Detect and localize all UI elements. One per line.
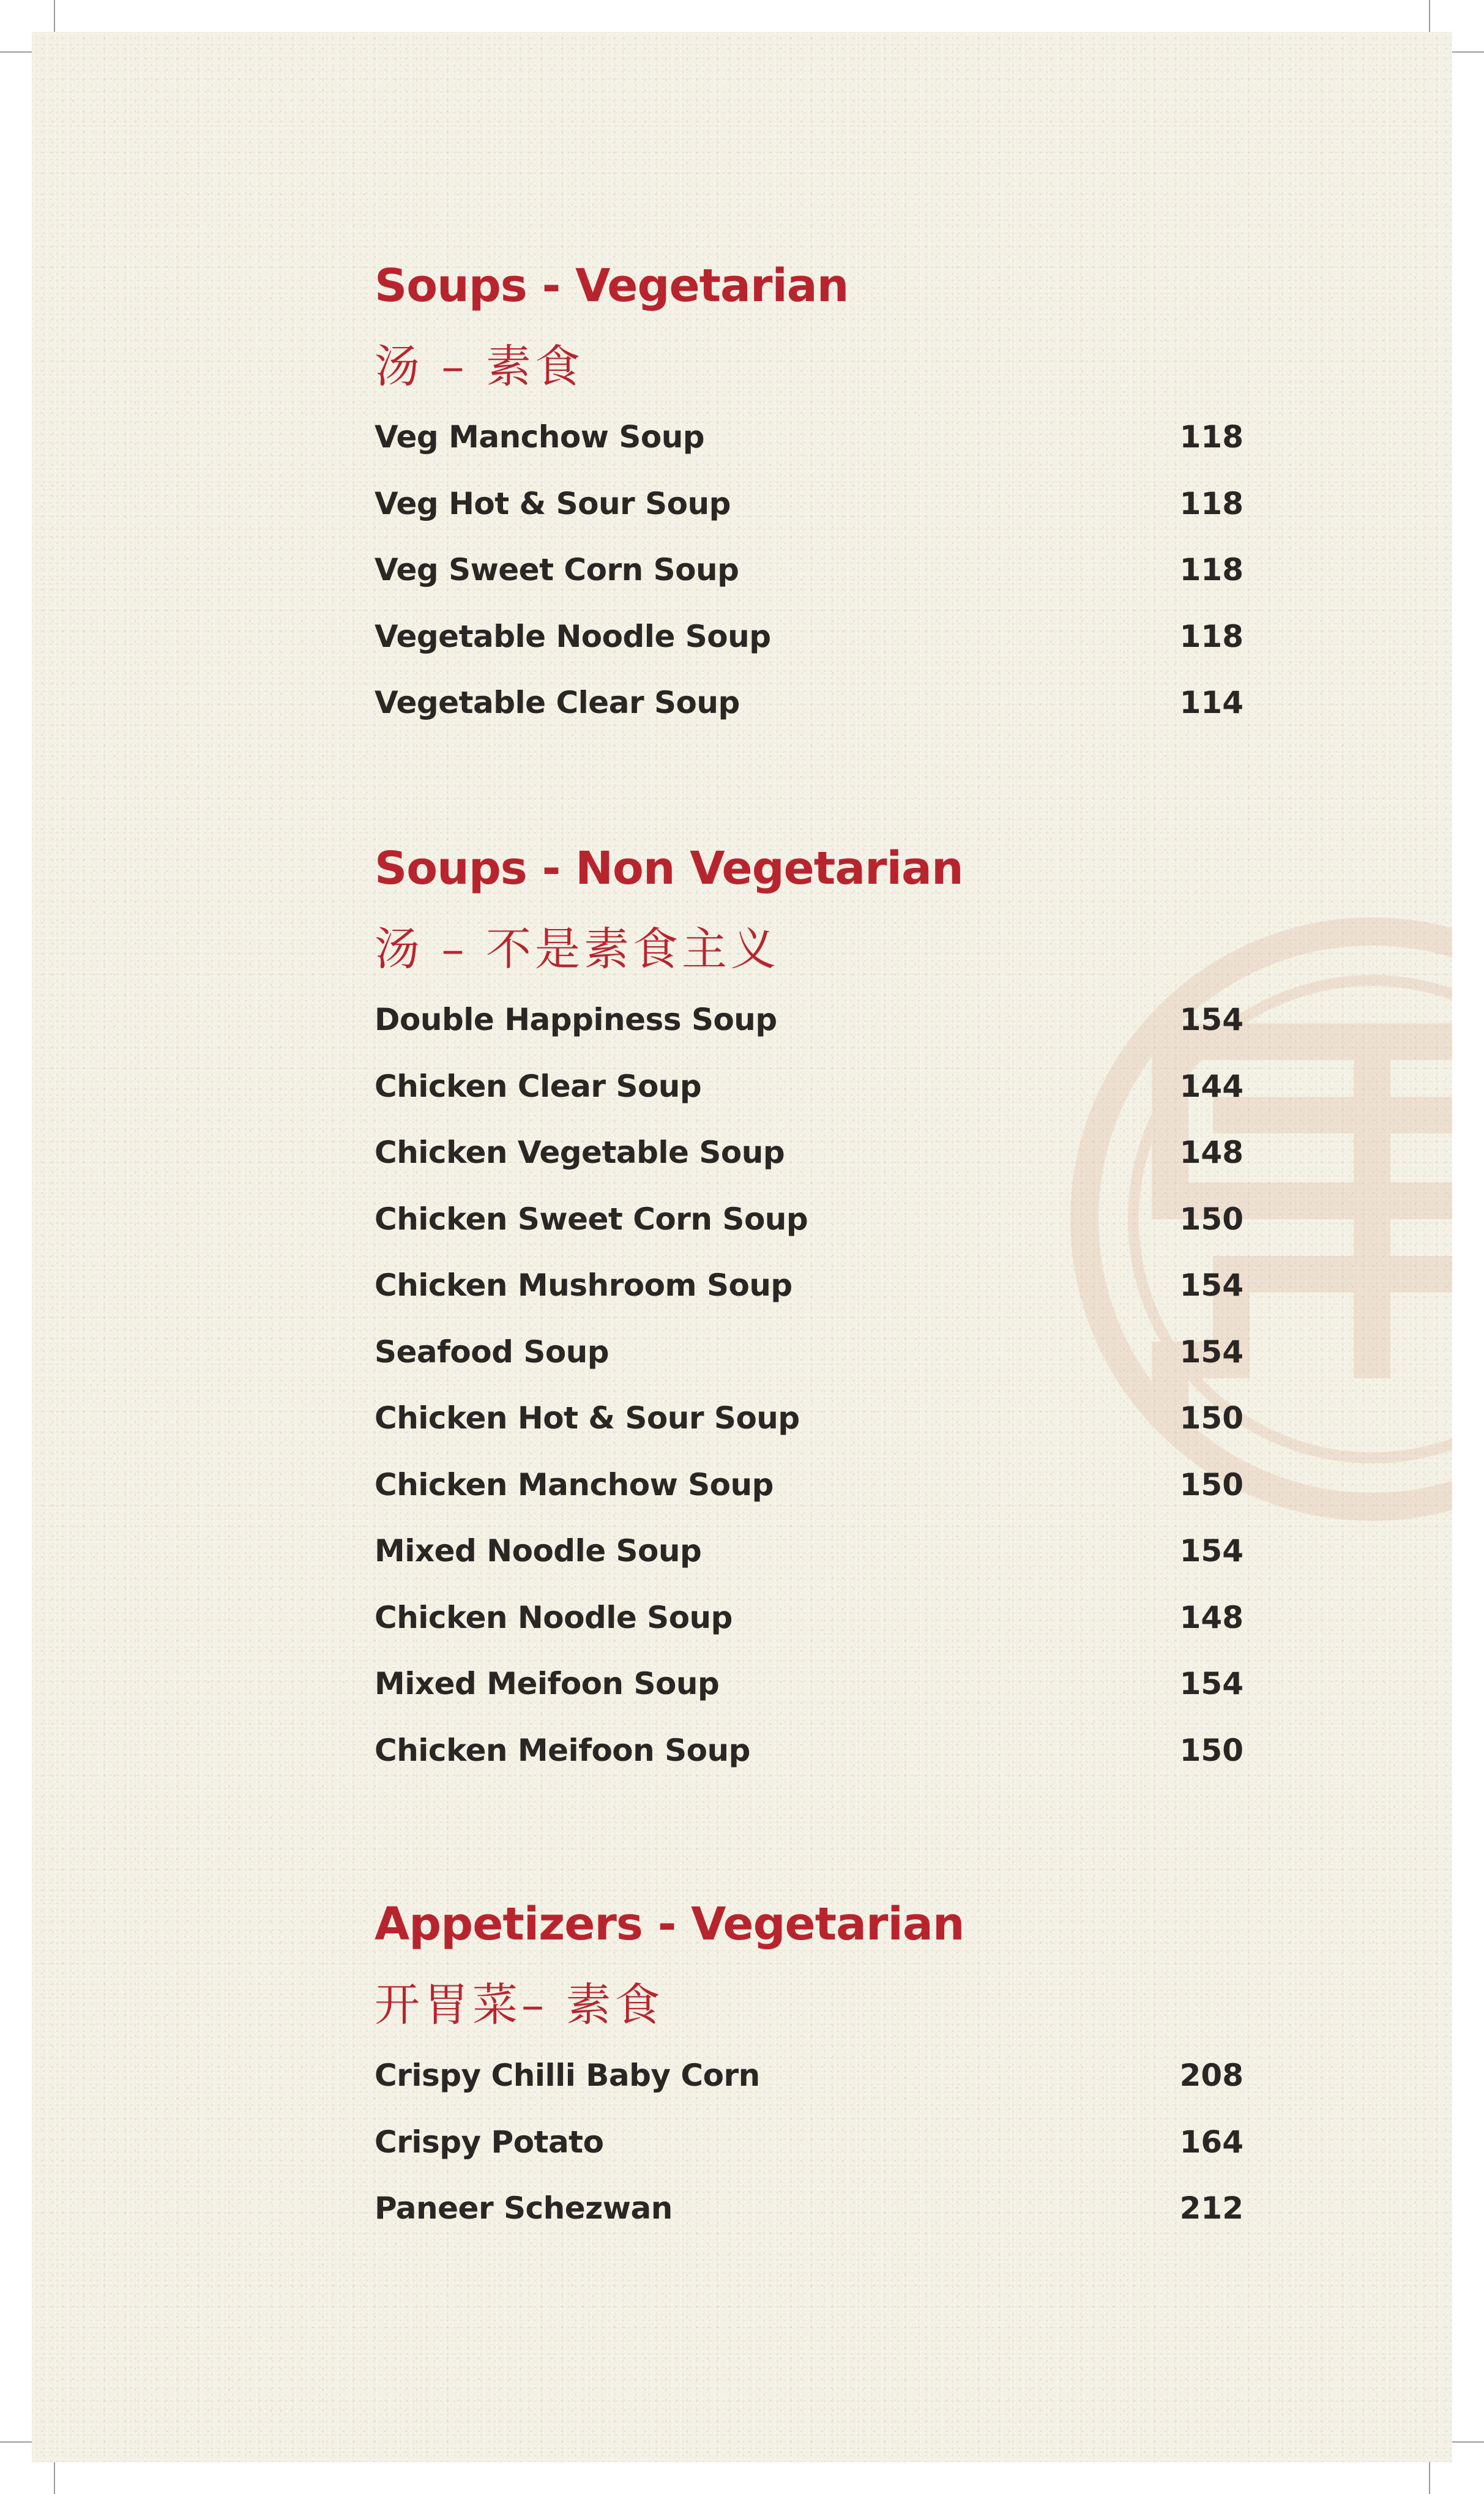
item-price: 164 [1179,2124,1244,2160]
menu-item [375,2109,1244,2176]
item-name: Veg Sweet Corn Soup [375,552,739,588]
item-price: 118 [1179,485,1244,521]
item-name: Mixed Meifoon Soup [375,1666,720,1702]
menu-item [375,1452,1244,1518]
item-name: Double Happiness Soup [375,1002,777,1038]
menu-item [375,987,1244,1053]
item-price: 144 [1179,1068,1244,1104]
item-price: 154 [1179,1268,1244,1304]
item-price: 154 [1179,1666,1244,1702]
item-name: Chicken Sweet Corn Soup [375,1201,808,1237]
section-chinese-title: 汤 – 素食 [375,340,584,393]
item-price: 150 [1179,1201,1244,1237]
item-name: Vegetable Clear Soup [375,685,740,721]
menu-section-appetizers-vegetarian [375,1898,1244,2242]
menu-item-list [375,2042,1244,2242]
crop-mark [0,51,37,53]
crop-mark [1447,51,1484,53]
item-price: 150 [1179,1466,1244,1503]
item-name: Chicken Hot & Sour Soup [375,1400,800,1436]
item-name: Veg Hot & Sour Soup [375,485,731,521]
menu-item-list [375,404,1244,736]
item-name: Seafood Soup [375,1334,610,1370]
menu-item [375,537,1244,603]
item-name: Chicken Mushroom Soup [375,1268,792,1304]
item-price: 148 [1179,1135,1244,1171]
item-price: 154 [1179,1533,1244,1569]
crop-mark [54,0,55,32]
menu-item [375,404,1244,471]
section-chinese-title: 开胃菜– 素食 [375,1979,664,2031]
item-price: 150 [1179,1400,1244,1436]
crop-mark [1429,2462,1430,2494]
crop-mark [1447,2441,1484,2443]
menu-item [375,1651,1244,1717]
menu-item [375,1585,1244,1651]
section-title: Soups - Non Vegetarian [375,842,963,895]
menu-item-list [375,987,1244,1783]
item-name: Veg Manchow Soup [375,419,705,455]
menu-item [375,1518,1244,1585]
menu-item [375,1186,1244,1253]
item-name: Crispy Chilli Baby Corn [375,2058,760,2094]
menu-section-soups-non-vegetarian [375,842,1244,1783]
item-price: 118 [1179,618,1244,654]
menu-item [375,1119,1244,1186]
item-name: Chicken Manchow Soup [375,1466,774,1503]
menu-item [375,471,1244,537]
menu-section-soups-vegetarian [375,259,1244,736]
crop-mark [1429,0,1430,32]
item-name: Chicken Noodle Soup [375,1599,733,1635]
menu-item [375,1717,1244,1784]
item-name: Chicken Clear Soup [375,1068,702,1104]
section-title: Appetizers - Vegetarian [375,1898,964,1951]
item-price: 114 [1179,685,1244,721]
menu-item [375,603,1244,670]
section-chinese-title: 汤 – 不是素食主义 [375,923,780,976]
item-name: Chicken Meifoon Soup [375,1732,750,1768]
item-price: 212 [1179,2190,1244,2227]
item-price: 148 [1179,1599,1244,1635]
menu-item [375,1252,1244,1319]
menu-item [375,1319,1244,1386]
menu-item [375,2042,1244,2109]
crop-mark [54,2462,55,2494]
item-price: 208 [1179,2058,1244,2094]
menu-item [375,1053,1244,1120]
section-title: Soups - Vegetarian [375,259,849,312]
item-name: Vegetable Noodle Soup [375,618,771,654]
item-name: Crispy Potato [375,2124,604,2160]
menu-item [375,1385,1244,1452]
item-price: 150 [1179,1732,1244,1768]
item-name: Chicken Vegetable Soup [375,1135,785,1171]
item-price: 118 [1179,419,1244,455]
item-price: 118 [1179,552,1244,588]
item-price: 154 [1179,1334,1244,1370]
crop-mark [0,2441,37,2443]
item-name: Paneer Schezwan [375,2190,673,2227]
item-name: Mixed Noodle Soup [375,1533,702,1569]
menu-item [375,2175,1244,2242]
menu-page [32,32,1452,2462]
menu-item [375,670,1244,736]
item-price: 154 [1179,1002,1244,1038]
